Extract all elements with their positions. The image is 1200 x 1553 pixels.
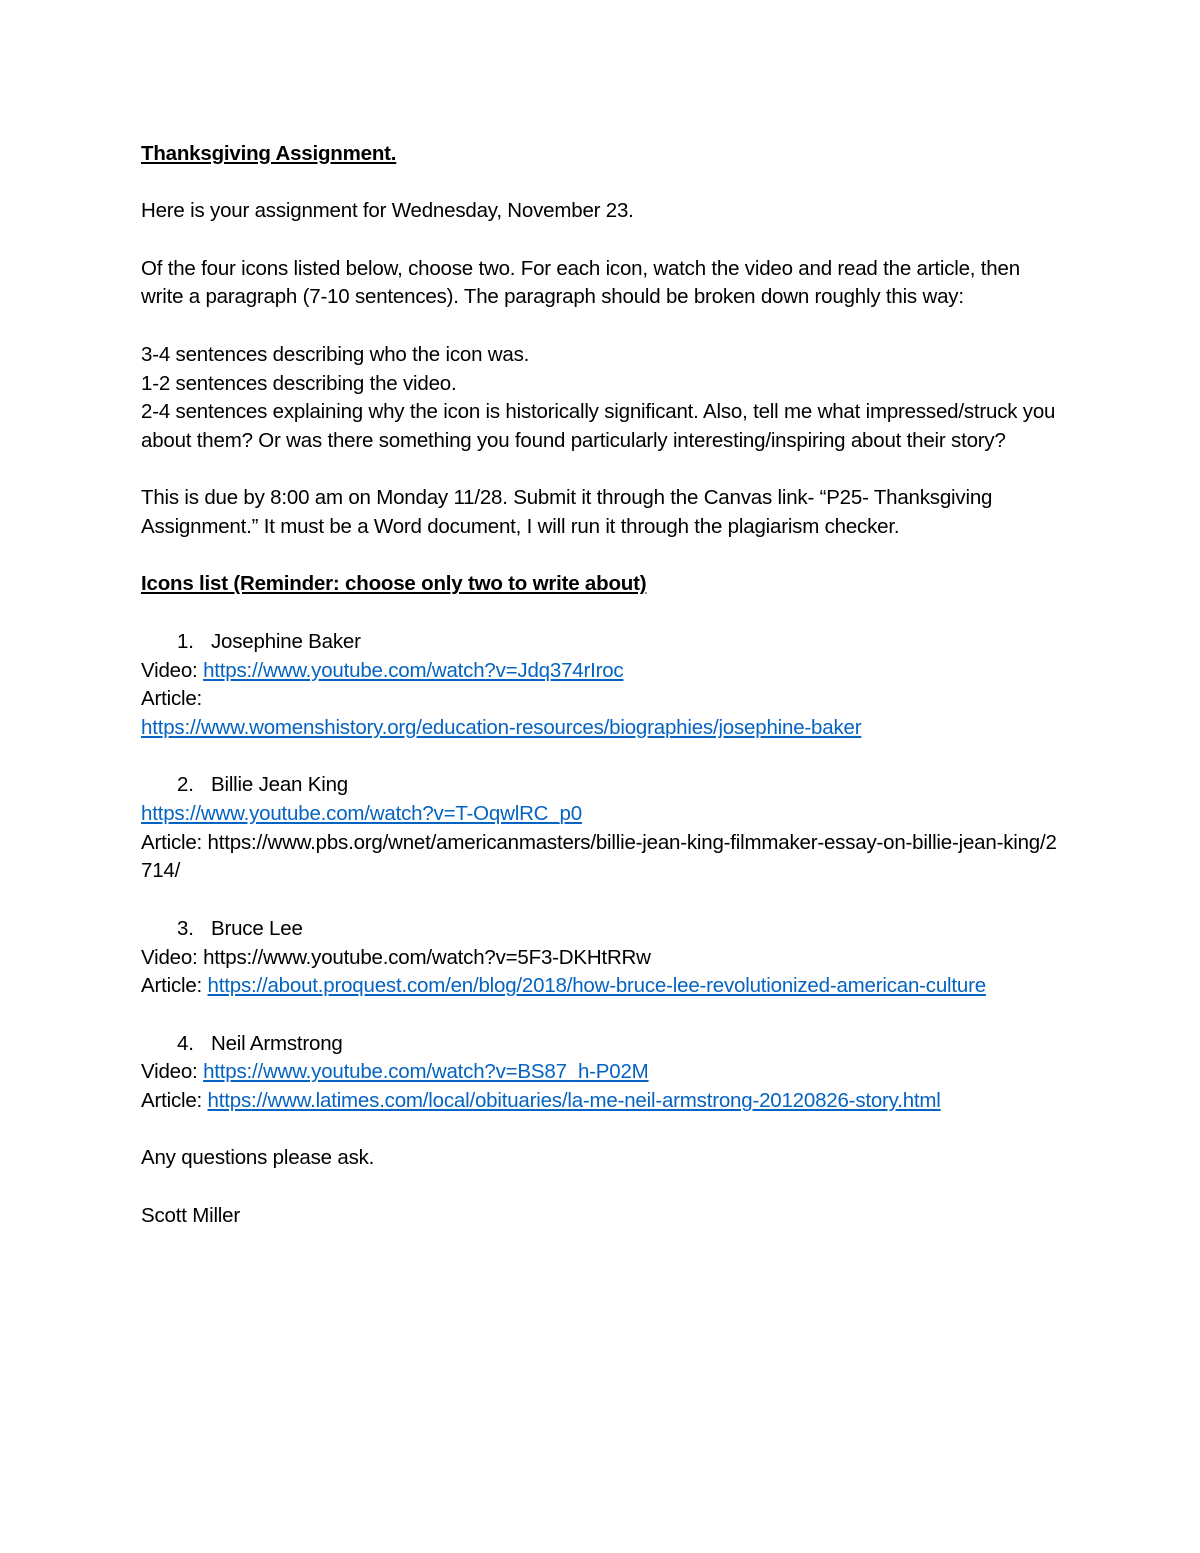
breakdown-line: 3-4 sentences describing who the icon was. [141,342,530,366]
icon-name: Josephine Baker [211,629,361,653]
icon-title [141,1030,1066,1059]
breakdown-line: 2-4 sentences explaining why the icon is historically significant. Also, tell me what impressed/struck you about them? Or was there something you found particularly interesting/inspiring about their story? [141,400,1056,452]
list-number: 1. [177,629,194,653]
article-line [141,829,1066,886]
video-link[interactable]: https://www.youtube.com/watch?v=T-OqwlRC_p0 [141,802,582,826]
video-label: Video: [141,1060,204,1084]
closing-text: Any questions please ask. [141,1146,375,1170]
list-number: 2. [177,773,194,797]
list-number: 3. [177,916,194,940]
list-number: 4. [177,1031,194,1055]
article-label: Article: [141,830,208,854]
article-line [141,1087,1066,1116]
icon-entry [141,771,1066,886]
document-title: Thanksgiving Assignment. [141,142,397,165]
due-date-text: This is due by 8:00 am on Monday 11/28. Submit it through the Canvas link- “P25- Thanksgiving Assignment.” It must be a Word document, I will run it through the plagiarism checker. [141,486,993,539]
article-link[interactable]: https://www.latimes.com/local/obituaries/la-me-neil-armstrong-20120826-story.html [207,1089,941,1113]
article-link[interactable]: https://www.womenshistory.org/education-resources/biographies/josephine-baker [141,715,862,739]
instructions-text: Of the four icons listed below, choose two. For each icon, watch the video and read the article, then write a paragraph (7-10 sentences). The paragraph should be broken down roughly this way: [141,256,1020,309]
icon-title [141,771,1066,800]
video-link[interactable]: https://www.youtube.com/watch?v=Jdq374rIroc [203,658,624,682]
video-url-text: https://www.youtube.com/watch?v=5F3-DKHtRRw [203,945,651,969]
video-label: Video: [141,945,204,969]
icon-entry [141,915,1066,1001]
video-line [141,657,1066,686]
icon-entry [141,1030,1066,1116]
icon-name: Neil Armstrong [211,1031,343,1055]
video-link[interactable]: https://www.youtube.com/watch?v=BS87_h-P02M [203,1060,649,1084]
icons-list-heading: Icons list (Reminder: choose only two to write about) [141,572,647,596]
signature: Scott Miller [141,1203,240,1227]
article-label: Article: [141,687,203,711]
video-label: Video: [141,658,204,682]
document-body [141,140,1066,1231]
icon-name: Billie Jean King [211,773,348,797]
article-line [141,972,1066,1001]
article-label: Article: [141,974,208,998]
breakdown-line: 1-2 sentences describing the video. [141,371,457,395]
article-line [141,714,1066,743]
video-line [141,1058,1066,1087]
article-link[interactable]: https://about.proquest.com/en/blog/2018/how-bruce-lee-revolutionized-american-culture [207,974,986,998]
article-label: Article: [141,1089,208,1113]
video-line [141,800,1066,829]
article-url-text: https://www.pbs.org/wnet/americanmasters/billie-jean-king-filmmaker-essay-on-billie-jean-king/2714/ [141,830,1057,883]
icon-name: Bruce Lee [211,916,303,940]
icon-entry [141,628,1066,743]
intro-text: Here is your assignment for Wednesday, November 23. [141,199,634,223]
icon-title [141,628,1066,657]
video-line [141,944,1066,973]
icon-title [141,915,1066,944]
